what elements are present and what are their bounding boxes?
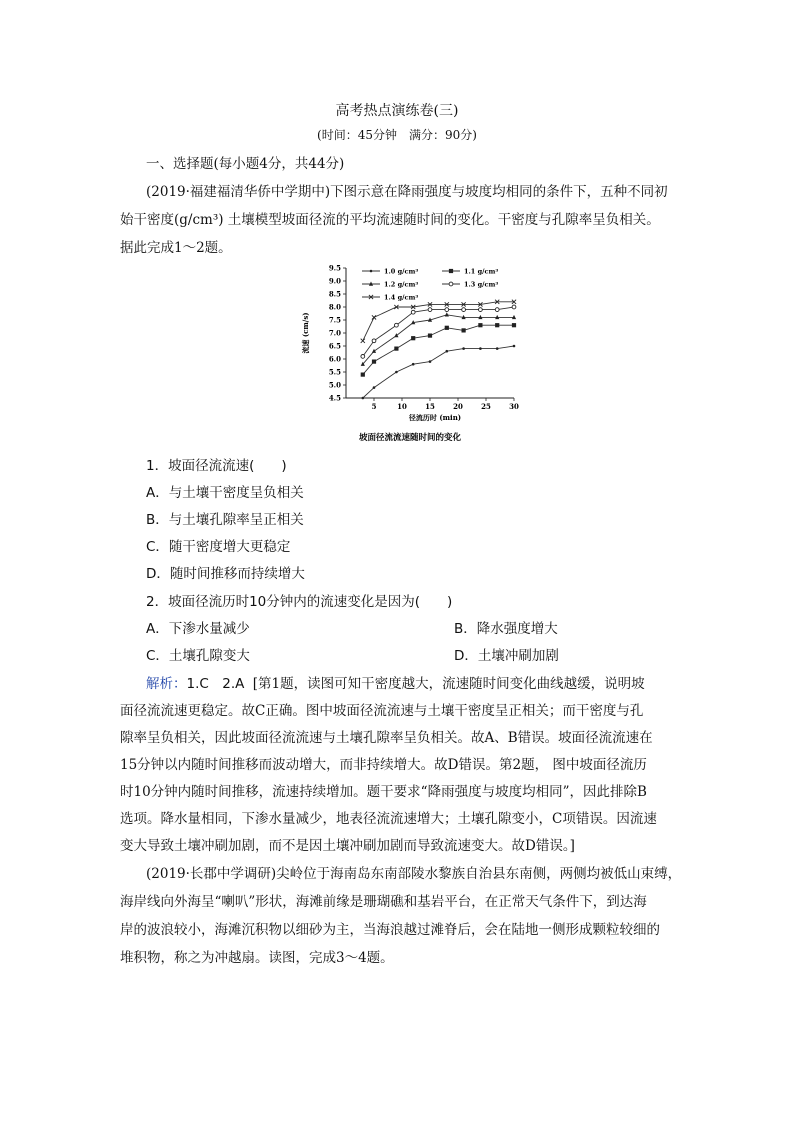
x-tick-label: 25 <box>481 402 491 411</box>
data-point <box>361 339 365 343</box>
data-point <box>512 323 516 327</box>
data-point <box>512 305 516 309</box>
intro-1-line-1: (2019·福建福清华侨中学期中)下图示意在降雨强度与坡度均相同的条件下，五种不同初 <box>146 184 668 200</box>
data-point <box>449 269 453 273</box>
data-point <box>411 336 415 340</box>
question-1-option-b[interactable]: B．与土壤孔隙率呈正相关 <box>146 512 304 528</box>
analysis-line: [第1题，读图可知干密度越大，流速随时间变化曲线越缓，说明坡 <box>252 676 645 692</box>
intro-1-line-3: 据此完成1～2题。 <box>120 240 232 256</box>
analysis-line: 变大导致土壤冲刷加剧，而不是因土壤冲刷加剧而导致流速变大。故D错误。] <box>120 838 575 854</box>
data-point <box>445 312 449 316</box>
y-tick-label: 9.0 <box>328 276 341 286</box>
y-tick-label: 7.5 <box>328 315 341 325</box>
exam-info: (时间：45分钟 满分：90分) <box>317 128 477 142</box>
flow-velocity-chart <box>300 258 530 448</box>
page-title: 高考热点演练卷(三) <box>335 103 459 119</box>
data-point <box>478 323 482 327</box>
data-point <box>394 347 398 351</box>
question-2-option-c[interactable]: C．土壤孔隙变大 <box>146 648 250 664</box>
question-2-option-d[interactable]: D．土壤冲刷加剧 <box>454 648 559 664</box>
data-point <box>411 310 415 314</box>
series-line <box>363 346 514 398</box>
data-point <box>428 308 432 312</box>
intro-1-line-2: 始干密度(g/cm³) 土壤模型坡面径流的平均流速随时间的变化。干密度与孔隙率呈负相关。 <box>120 212 660 228</box>
analysis-line: 15分钟以内随时间推移而波动增大，而非持续增大。故D错误。第2题， 图中坡面径流历 <box>120 757 647 773</box>
analysis-first-line <box>146 672 645 692</box>
data-point <box>373 386 376 389</box>
series-line <box>363 302 514 341</box>
legend-label: 1.3 g/cm³ <box>464 280 499 289</box>
y-axis-label: 流速 (cm/s) <box>301 312 310 354</box>
question-1-option-d[interactable]: D．随时间推移而持续增大 <box>146 566 305 582</box>
legend-label: 1.0 g/cm³ <box>384 267 419 276</box>
y-tick-label: 6.5 <box>328 341 341 351</box>
intro-2-line-1: (2019·长郡中学调研)尖岭位于海南岛东南部陵水黎族自治县东南侧，两侧均被低山束缚， <box>146 866 682 882</box>
analysis-line: 时10分钟内随时间推移，流速持续增加。题干要求“降雨强度与坡度均相同”，因此排除B <box>120 784 647 800</box>
data-point <box>462 328 466 332</box>
x-tick-label: 15 <box>425 402 435 411</box>
question-2-option-a[interactable]: A．下渗水量减少 <box>146 621 250 637</box>
data-point <box>395 371 398 374</box>
data-point <box>372 349 376 353</box>
data-point <box>361 373 365 377</box>
intro-2-line-2: 海岸线向外海呈“喇叭”形状，海滩前缘是珊瑚礁和基岩平台，在正常天气条件下，到达海 <box>120 894 647 910</box>
data-point <box>362 397 365 400</box>
data-point <box>462 347 465 350</box>
data-point <box>479 308 483 312</box>
legend-label: 1.2 g/cm³ <box>384 280 419 289</box>
data-point <box>513 345 516 348</box>
data-point <box>445 308 449 312</box>
data-point <box>395 323 399 327</box>
intro-2-line-3: 岸的波浪较小，海滩沉积物以细砂为主，当海浪越过滩脊后，会在陆地一侧形成颗粒较细的 <box>120 922 660 938</box>
data-point <box>412 363 415 366</box>
data-point <box>495 323 499 327</box>
x-axis-label: 径流历时 (min) <box>408 413 462 422</box>
y-tick-label: 8.0 <box>328 302 341 312</box>
y-tick-label: 8.5 <box>328 289 341 299</box>
question-2-stem: 2．坡面径流历时10分钟内的流速变化是因为( ) <box>146 594 453 610</box>
data-point <box>370 270 373 273</box>
data-point <box>372 315 376 319</box>
chart-title: 坡面径流流速随时间的变化 <box>358 433 462 443</box>
y-tick-label: 4.5 <box>328 393 341 403</box>
chart-svg <box>300 258 530 448</box>
intro-2-line-4: 堆积物，称之为冲越扇。读图，完成3～4题。 <box>120 950 394 966</box>
analysis-label: 解析： <box>146 676 187 692</box>
data-point <box>446 350 449 353</box>
data-point <box>372 360 376 364</box>
data-point <box>372 339 376 343</box>
x-tick-label: 20 <box>453 402 463 411</box>
data-point <box>394 333 398 337</box>
data-point <box>361 355 365 359</box>
y-tick-label: 5.0 <box>328 380 341 390</box>
y-tick-label: 7.0 <box>328 328 341 338</box>
data-point <box>428 334 432 338</box>
question-1-option-c[interactable]: C．随干密度增大更稳定 <box>146 539 291 555</box>
legend-label: 1.4 g/cm³ <box>384 293 419 302</box>
analysis-answers: 1.C 2.A <box>186 676 245 692</box>
analysis-line: 面径流流速更稳定。故C正确。图中坡面径流流速与土壤干密度呈正相关；而干密度与孔 <box>120 703 644 719</box>
x-tick-label: 30 <box>509 402 519 411</box>
data-point <box>462 308 466 312</box>
analysis-line: 选项。降水量相同，下渗水量减少，地表径流流速增大；土壤孔隙变小，C项错误。因流速 <box>120 811 657 827</box>
y-tick-label: 9.5 <box>328 263 341 273</box>
data-point <box>445 326 449 330</box>
legend-label: 1.1 g/cm³ <box>464 267 499 276</box>
section-heading: 一、选择题(每小题4分，共44分) <box>146 156 345 172</box>
question-2-option-b[interactable]: B．降水强度增大 <box>454 621 558 637</box>
x-tick-label: 5 <box>371 402 377 411</box>
question-1-option-a[interactable]: A．与土壤干密度呈负相关 <box>146 485 304 501</box>
analysis-line: 隙率呈负相关，因此坡面径流流速与土壤孔隙率呈负相关。故A、B错误。坡面径流流速在 <box>120 730 653 746</box>
y-tick-label: 5.5 <box>328 367 341 377</box>
y-tick-label: 6.0 <box>328 354 341 364</box>
data-point <box>449 282 453 286</box>
data-point <box>495 308 499 312</box>
question-1-stem: 1．坡面径流流速( ) <box>146 458 287 474</box>
x-tick-label: 10 <box>397 402 407 411</box>
data-point <box>429 360 432 363</box>
data-point <box>479 347 482 350</box>
data-point <box>496 347 499 350</box>
